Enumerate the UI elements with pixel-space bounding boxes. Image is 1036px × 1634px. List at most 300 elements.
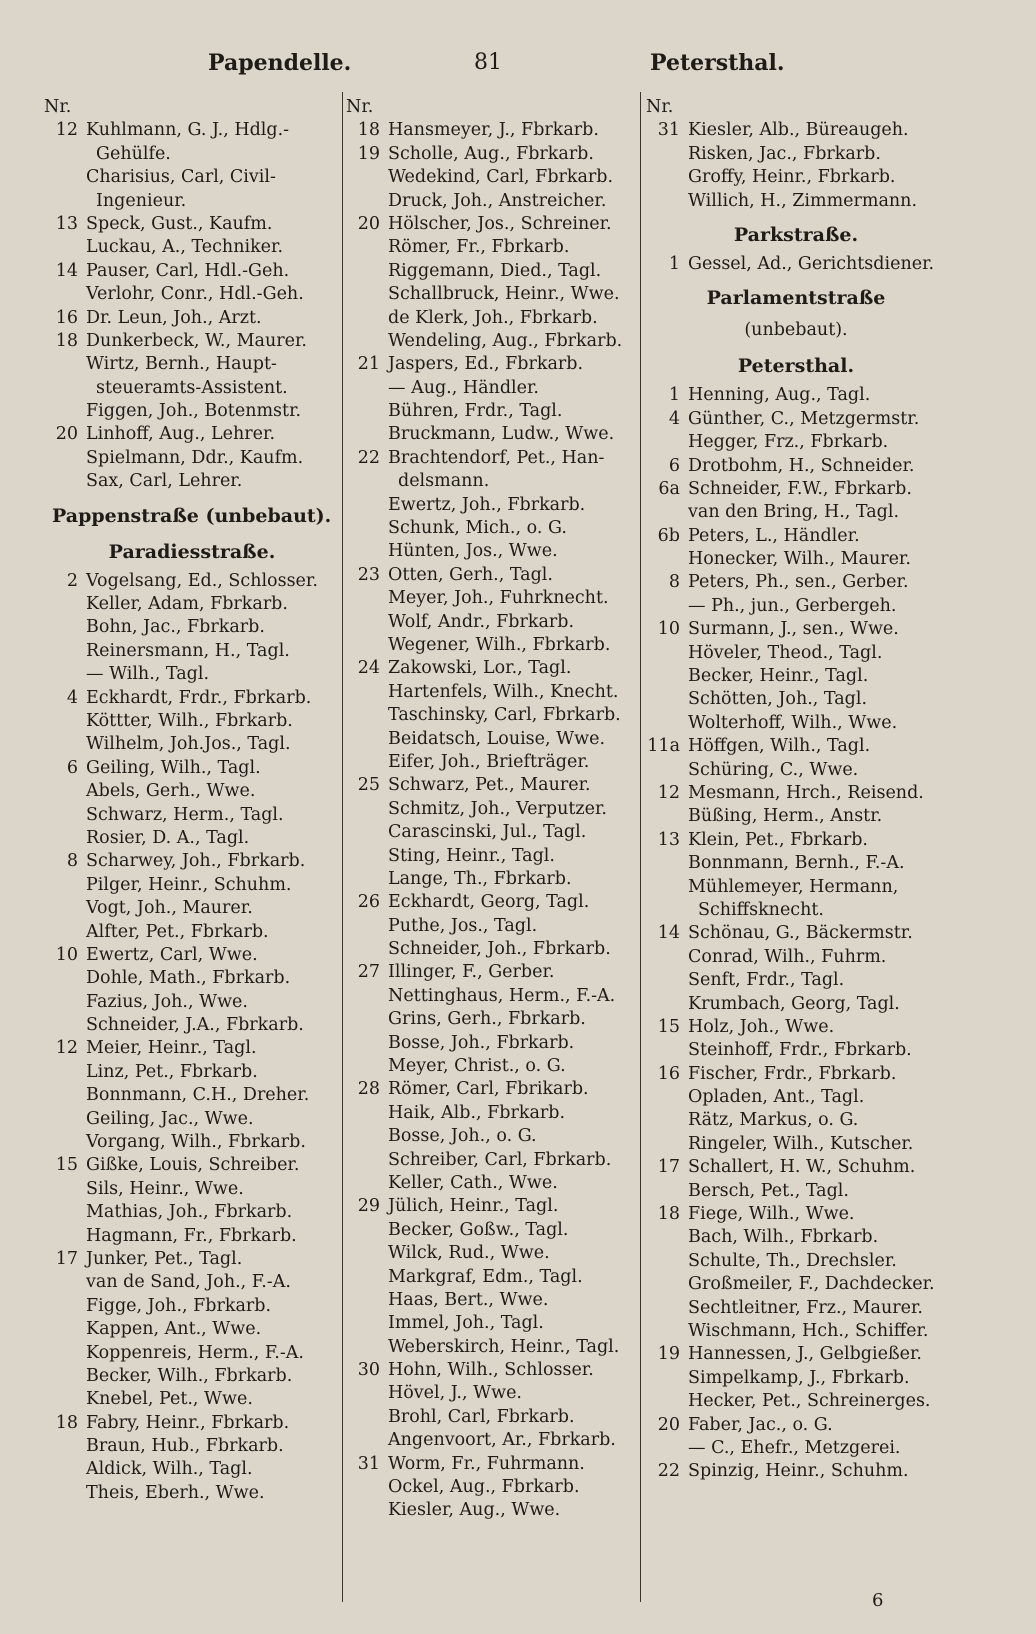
resident-text: Schneider, Joh., Fbrkarb. [388, 939, 611, 960]
resident-entry [346, 517, 638, 540]
resident-text: Meier, Heinr., Tagl. [86, 1038, 257, 1059]
resident-entry [346, 1008, 638, 1031]
resident-text: Ockel, Aug., Fbrkarb. [388, 1477, 580, 1498]
resident-text: Markgraf, Edm., Tagl. [388, 1266, 583, 1287]
resident-entry [346, 1149, 638, 1172]
resident-text: Bonnmann, Bernh., F.-A. [688, 853, 905, 874]
resident-text: Krumbach, Georg, Tagl. [688, 993, 900, 1014]
house-number: 30 [357, 1360, 380, 1381]
resident-text: Bruckmann, Ludw., Wwe. [388, 424, 615, 445]
house-number: 12 [55, 1038, 78, 1059]
resident-entry [346, 1055, 638, 1078]
house-number: 12 [657, 782, 680, 803]
resident-entry [346, 1172, 638, 1195]
resident-text: Hünten, Jos., Wwe. [388, 541, 558, 562]
resident-entry [44, 780, 340, 803]
resident-entry [646, 642, 946, 665]
resident-entry [346, 774, 638, 797]
house-number: 22 [357, 447, 380, 468]
resident-entry [346, 611, 638, 634]
resident-entry [646, 1039, 946, 1062]
resident-text: Illinger, F., Gerber. [388, 962, 555, 983]
resident-entry [44, 283, 340, 306]
resident-entry [44, 804, 340, 827]
resident-entry [646, 993, 946, 1016]
resident-text: Schiffsknecht. [698, 899, 824, 920]
resident-entry [346, 728, 638, 751]
resident-text: Schunk, Mich., o. G. [388, 518, 567, 539]
resident-text: — Ph., jun., Gerbergeh. [688, 595, 897, 616]
resident-text: Eckhardt, Frdr., Fbrkarb. [86, 687, 312, 708]
house-number: 13 [55, 213, 78, 234]
resident-entry [346, 447, 638, 470]
resident-text: Vorgang, Wilh., Fbrkarb. [86, 1132, 306, 1153]
resident-text: Schüring, C., Wwe. [688, 759, 859, 780]
resident-entry [646, 1086, 946, 1109]
resident-text: Senft, Frdr., Tagl. [688, 970, 845, 991]
resident-text: Puthe, Jos., Tagl. [388, 915, 538, 936]
resident-text: Charisius, Carl, Civil- [86, 167, 276, 188]
resident-entry [646, 876, 946, 899]
resident-text: Großmeiler, F., Dachdecker. [688, 1274, 935, 1295]
resident-entry [646, 1156, 946, 1179]
resident-text: Bohn, Jac., Fbrkarb. [86, 617, 265, 638]
resident-text: Keller, Cath., Wwe. [388, 1172, 558, 1193]
resident-entry [346, 961, 638, 984]
column-divider [640, 92, 641, 1602]
resident-text: Braun, Hub., Fbrkarb. [86, 1436, 284, 1457]
resident-entry [646, 1016, 946, 1039]
resident-text: Mathias, Joh., Fbrkarb. [86, 1202, 293, 1223]
resident-text: Fazius, Joh., Wwe. [86, 991, 248, 1012]
resident-text: Wegener, Wilh., Fbrkarb. [388, 634, 611, 655]
resident-text: Wedekind, Carl, Fbrkarb. [388, 167, 614, 188]
resident-entry [346, 845, 638, 868]
column-1 [44, 96, 340, 1505]
entry-continuation [646, 899, 946, 922]
resident-text: Schwarz, Pet., Maurer. [388, 775, 591, 796]
resident-entry [44, 1318, 340, 1341]
resident-text: Wischmann, Hch., Schiffer. [688, 1320, 929, 1341]
resident-entry [44, 757, 340, 780]
resident-text: Vogt, Joh., Maurer. [86, 898, 253, 919]
running-head-left: Papendelle. [208, 50, 352, 76]
resident-text: Becker, Wilh., Fbrkarb. [86, 1365, 293, 1386]
resident-entry [646, 571, 946, 594]
resident-text: Zakowski, Lor., Tagl. [388, 658, 572, 679]
resident-text: Henning, Aug., Tagl. [688, 385, 871, 406]
resident-entry [44, 1131, 340, 1154]
resident-entry [646, 969, 946, 992]
resident-entry [44, 897, 340, 920]
resident-text: Meyer, Christ., o. G. [388, 1056, 566, 1077]
resident-entry [646, 946, 946, 969]
resident-entry [44, 921, 340, 944]
entry-continuation [44, 143, 340, 166]
resident-text: Immel, Joh., Tagl. [388, 1313, 544, 1334]
resident-text: Bersch, Pet., Tagl. [688, 1180, 849, 1201]
entry-continuation [346, 470, 638, 493]
resident-entry [44, 1435, 340, 1458]
entry-continuation [44, 190, 340, 213]
resident-entry [646, 1460, 946, 1483]
resident-entry [44, 1084, 340, 1107]
resident-text: Worm, Fr., Fuhrmann. [388, 1453, 585, 1474]
resident-entry [44, 1271, 340, 1294]
resident-text: Geiling, Jac., Wwe. [86, 1108, 254, 1129]
resident-entry [646, 455, 946, 478]
resident-entry [44, 1365, 340, 1388]
resident-text: Risken, Jac., Fbrkarb. [688, 143, 881, 164]
column-divider [342, 92, 343, 1602]
resident-entry [646, 665, 946, 688]
resident-text: Kiesler, Alb., Büreaugeh. [688, 120, 909, 141]
house-number: 31 [357, 1453, 380, 1474]
resident-text: — Wilh., Tagl. [86, 664, 210, 685]
house-number: 13 [657, 829, 680, 850]
resident-entry [346, 353, 638, 376]
house-number: 31 [657, 120, 680, 141]
resident-text: Jülich, Heinr., Tagl. [388, 1196, 559, 1217]
resident-entry [44, 1412, 340, 1435]
resident-text: Hannessen, J., Gelbgießer. [688, 1344, 922, 1365]
resident-text: Sils, Heinr., Wwe. [86, 1178, 244, 1199]
resident-text: Spielmann, Ddr., Kaufm. [86, 447, 304, 468]
resident-entry [44, 1295, 340, 1318]
house-number: 21 [357, 354, 380, 375]
nr-label: Nr. [646, 97, 674, 117]
resident-entry [44, 353, 340, 376]
resident-entry [346, 1476, 638, 1499]
resident-entry [646, 166, 946, 189]
house-number: 6a [658, 478, 680, 499]
resident-text: Brachtendorf, Pet., Han- [388, 447, 605, 468]
resident-entry [646, 1343, 946, 1366]
resident-entry [346, 260, 638, 283]
resident-entry [44, 991, 340, 1014]
resident-entry [346, 587, 638, 610]
column-label [646, 96, 946, 119]
house-number: 29 [357, 1196, 380, 1217]
resident-entry [646, 1414, 946, 1437]
resident-text: Schallert, H. W., Schuhm. [688, 1157, 916, 1178]
resident-text: Haik, Alb., Fbrkarb. [388, 1102, 566, 1123]
resident-entry [44, 423, 340, 446]
resident-entry [646, 525, 946, 548]
resident-text: Linhoff, Aug., Lehrer. [86, 424, 276, 445]
house-number: 1 [668, 385, 680, 406]
resident-text: Faber, Jac., o. G. [688, 1414, 833, 1435]
resident-text: Willich, H., Zimmermann. [688, 190, 918, 211]
resident-text: Lange, Th., Fbrkarb. [388, 868, 572, 889]
resident-text: Kappen, Ant., Wwe. [86, 1319, 262, 1340]
resident-text: Schneider, J.A., Fbrkarb. [86, 1015, 304, 1036]
resident-text: Luckau, A., Techniker. [86, 237, 284, 258]
resident-entry [44, 687, 340, 710]
resident-text: Köttter, Wilh., Fbrkarb. [86, 710, 293, 731]
resident-text: Schönau, G., Bäckermstr. [688, 923, 913, 944]
resident-entry [44, 827, 340, 850]
nr-label: Nr. [346, 97, 374, 117]
resident-entry [44, 874, 340, 897]
resident-text: Angenvoort, Ar., Fbrkarb. [388, 1430, 616, 1451]
resident-entry [44, 593, 340, 616]
resident-text: Rosier, D. A., Tagl. [86, 827, 250, 848]
resident-entry [346, 751, 638, 774]
resident-text: Aldick, Wilh., Tagl. [86, 1459, 253, 1480]
resident-entry [44, 447, 340, 470]
resident-text: Mesmann, Hrch., Reisend. [688, 782, 924, 803]
resident-text: Groffy, Heinr., Fbrkarb. [688, 167, 896, 188]
resident-text: Rätz, Markus, o. G. [688, 1110, 859, 1131]
house-number: 8 [668, 572, 680, 593]
resident-entry [346, 213, 638, 236]
resident-entry [346, 1429, 638, 1452]
resident-text: Druck, Joh., Anstreicher. [388, 190, 607, 211]
resident-entry [346, 1266, 638, 1289]
resident-text: Bach, Wilh., Fbrkarb. [688, 1227, 879, 1248]
street-heading: Paradiesstraße. [108, 540, 276, 563]
resident-entry [346, 1382, 638, 1405]
resident-entry [44, 1388, 340, 1411]
page-number: 81 [474, 50, 502, 75]
resident-entry [346, 564, 638, 587]
resident-entry [346, 1453, 638, 1476]
resident-text: Holz, Joh., Wwe. [688, 1016, 835, 1037]
resident-text: Koppenreis, Herm., F.-A. [86, 1342, 304, 1363]
resident-text: Steinhoff, Frdr., Fbrkarb. [688, 1040, 912, 1061]
resident-text: Grins, Gerh., Fbrkarb. [388, 1009, 586, 1030]
column-3 [646, 96, 946, 1484]
resident-entry [44, 850, 340, 873]
resident-entry [44, 944, 340, 967]
resident-text: Keller, Adam, Fbrkarb. [86, 594, 288, 615]
resident-entry [646, 548, 946, 571]
resident-text: Schmitz, Joh., Verputzer. [388, 798, 607, 819]
column-label [346, 96, 638, 119]
resident-entry [346, 634, 638, 657]
resident-entry [646, 253, 946, 276]
house-number: 18 [55, 1412, 78, 1433]
resident-entry [346, 1078, 638, 1101]
house-number: 14 [55, 260, 78, 281]
resident-entry [346, 681, 638, 704]
resident-entry [346, 1125, 638, 1148]
resident-entry [346, 540, 638, 563]
resident-text: Bosse, Joh., Fbrkarb. [388, 1032, 575, 1053]
resident-text: Sting, Heinr., Tagl. [388, 845, 555, 866]
resident-entry [646, 1320, 946, 1343]
resident-entry [346, 143, 638, 166]
resident-entry [44, 1014, 340, 1037]
resident-entry [346, 400, 638, 423]
resident-text: Hölscher, Jos., Schreiner. [388, 213, 612, 234]
house-number: 16 [657, 1063, 680, 1084]
resident-entry [346, 423, 638, 446]
resident-entry [44, 967, 340, 990]
resident-entry [44, 1037, 340, 1060]
resident-entry [44, 1154, 340, 1177]
resident-text: van den Bring, H., Tagl. [688, 502, 900, 523]
resident-entry [44, 1108, 340, 1131]
house-number: 20 [657, 1414, 680, 1435]
resident-text: Höffgen, Wilh., Tagl. [688, 736, 871, 757]
house-number: 19 [357, 143, 380, 164]
house-number: 28 [357, 1079, 380, 1100]
resident-entry [44, 1248, 340, 1271]
resident-entry [44, 710, 340, 733]
resident-entry [646, 501, 946, 524]
resident-entry [646, 119, 946, 142]
resident-text: Beidatsch, Louise, Wwe. [388, 728, 606, 749]
resident-text: Geiling, Wilh., Tagl. [86, 757, 261, 778]
house-number: 15 [657, 1016, 680, 1037]
street-heading: Parlamentstraße [706, 287, 886, 310]
resident-entry [646, 852, 946, 875]
resident-text: Haas, Bert., Wwe. [388, 1289, 549, 1310]
house-number: 20 [357, 213, 380, 234]
resident-text: Klein, Pet., Fbrkarb. [688, 829, 868, 850]
resident-text: Höveler, Theod., Tagl. [688, 642, 883, 663]
resident-text: Hartenfels, Wilh., Knecht. [388, 681, 619, 702]
resident-entry [346, 1219, 638, 1242]
house-number: 12 [55, 120, 78, 141]
resident-entry [646, 1226, 946, 1249]
resident-text: Hansmeyer, J., Fbrkarb. [388, 120, 599, 141]
house-number: 18 [357, 120, 380, 141]
resident-text: Hegger, Frz., Fbrkarb. [688, 432, 889, 453]
resident-text: Pauser, Carl, Hdl.-Geh. [86, 260, 290, 281]
resident-entry [646, 408, 946, 431]
resident-entry [646, 1203, 946, 1226]
resident-text: Günther, C., Metzgermstr. [688, 408, 920, 429]
resident-text: Wendeling, Aug., Fbrkarb. [388, 330, 623, 351]
resident-text: Fabry, Heinr., Fbrkarb. [86, 1412, 290, 1433]
resident-entry [346, 915, 638, 938]
resident-entry [646, 1063, 946, 1086]
resident-entry [646, 805, 946, 828]
resident-text: Otten, Gerh., Tagl. [388, 564, 553, 585]
resident-text: Becker, Heinr., Tagl. [688, 666, 869, 687]
house-number: 10 [657, 619, 680, 640]
resident-entry [346, 330, 638, 353]
resident-text: Meyer, Joh., Fuhrknecht. [388, 588, 609, 609]
resident-entry [346, 1102, 638, 1125]
street-heading-note: (unbebaut). [744, 320, 848, 341]
resident-entry [646, 759, 946, 782]
house-number: 6 [668, 455, 680, 476]
resident-entry [346, 821, 638, 844]
house-number: 17 [657, 1157, 680, 1178]
resident-entry [346, 891, 638, 914]
resident-text: steueramts-Assistent. [96, 377, 288, 398]
resident-text: Hecker, Pet., Schreinerges. [688, 1391, 931, 1412]
resident-text: Riggemann, Died., Tagl. [388, 260, 602, 281]
resident-text: Knebel, Pet., Wwe. [86, 1389, 253, 1410]
street-heading: Pappenstraße (unbebaut). [52, 504, 332, 527]
resident-entry [646, 1273, 946, 1296]
resident-entry [646, 1390, 946, 1413]
resident-text: — C., Ehefr., Metzgerei. [688, 1437, 901, 1458]
resident-text: Eckhardt, Georg, Tagl. [388, 892, 590, 913]
resident-entry [44, 1061, 340, 1084]
resident-entry [646, 190, 946, 213]
house-number: 20 [55, 424, 78, 445]
resident-text: Bosse, Joh., o. G. [388, 1126, 537, 1147]
resident-entry [346, 236, 638, 259]
resident-entry [646, 922, 946, 945]
house-number: 18 [657, 1204, 680, 1225]
resident-entry [346, 1312, 638, 1335]
resident-text: Hohn, Wilh., Schlosser. [388, 1360, 594, 1381]
resident-text: Sax, Carl, Lehrer. [86, 471, 243, 492]
resident-entry [646, 1437, 946, 1460]
resident-text: Wolterhoff, Wilh., Wwe. [688, 712, 898, 733]
resident-text: Alfter, Pet., Fbrkarb. [86, 921, 269, 942]
resident-text: Wirtz, Bernh., Haupt- [86, 354, 277, 375]
resident-entry [44, 663, 340, 686]
resident-text: Brohl, Carl, Fbrkarb. [388, 1406, 575, 1427]
resident-text: Scharwey, Joh., Fbrkarb. [86, 851, 306, 872]
house-number: 6b [657, 525, 680, 546]
resident-text: Carascinski, Jul., Tagl. [388, 822, 587, 843]
house-number: 25 [357, 775, 380, 796]
resident-text: — Aug., Händler. [388, 377, 539, 398]
resident-text: Schulte, Th., Drechsler. [688, 1250, 897, 1271]
resident-entry [646, 384, 946, 407]
resident-entry [44, 330, 340, 353]
resident-text: Peters, Ph., sen., Gerber. [688, 572, 909, 593]
resident-text: Bühren, Frdr., Tagl. [388, 401, 563, 422]
resident-entry [44, 236, 340, 259]
resident-text: Junker, Pet., Tagl. [86, 1248, 243, 1269]
resident-text: Ingenieur. [96, 190, 187, 211]
resident-text: Jaspers, Ed., Fbrkarb. [388, 354, 584, 375]
resident-entry [646, 1109, 946, 1132]
resident-text: Figgen, Joh., Botenmstr. [86, 401, 302, 422]
resident-text: Becker, Goßw., Tagl. [388, 1219, 569, 1240]
resident-text: Schreiber, Carl, Fbrkarb. [388, 1149, 612, 1170]
entry-continuation [44, 377, 340, 400]
resident-entry [646, 829, 946, 852]
resident-text: Taschinsky, Carl, Fbrkarb. [388, 705, 621, 726]
resident-entry [44, 1225, 340, 1248]
resident-entry [44, 1342, 340, 1365]
resident-text: Schallbruck, Heinr., Wwe. [388, 284, 620, 305]
resident-text: Römer, Fr., Fbrkarb. [388, 237, 570, 258]
resident-text: Ewertz, Joh., Fbrkarb. [388, 494, 586, 515]
resident-text: Verlohr, Conr., Hdl.-Geh. [86, 284, 304, 305]
resident-text: Abels, Gerh., Wwe. [86, 781, 256, 802]
resident-text: Spinzig, Heinr., Schuhm. [688, 1461, 909, 1482]
resident-text: Nettinghaus, Herm., F.-A. [388, 985, 616, 1006]
resident-text: Scholle, Aug., Fbrkarb. [388, 143, 594, 164]
resident-entry [646, 1133, 946, 1156]
resident-text: de Klerk, Joh., Fbrkarb. [388, 307, 598, 328]
resident-text: Schötten, Joh., Tagl. [688, 689, 868, 710]
house-number: 6 [66, 757, 78, 778]
resident-entry [44, 1458, 340, 1481]
resident-entry [346, 1406, 638, 1429]
resident-text: Dunkerbeck, W., Maurer. [86, 330, 307, 351]
resident-entry [346, 657, 638, 680]
resident-entry [346, 704, 638, 727]
resident-entry [44, 400, 340, 423]
resident-entry [346, 938, 638, 961]
resident-entry [44, 570, 340, 593]
resident-entry [646, 712, 946, 735]
resident-text: Surmann, J., sen., Wwe. [688, 619, 899, 640]
